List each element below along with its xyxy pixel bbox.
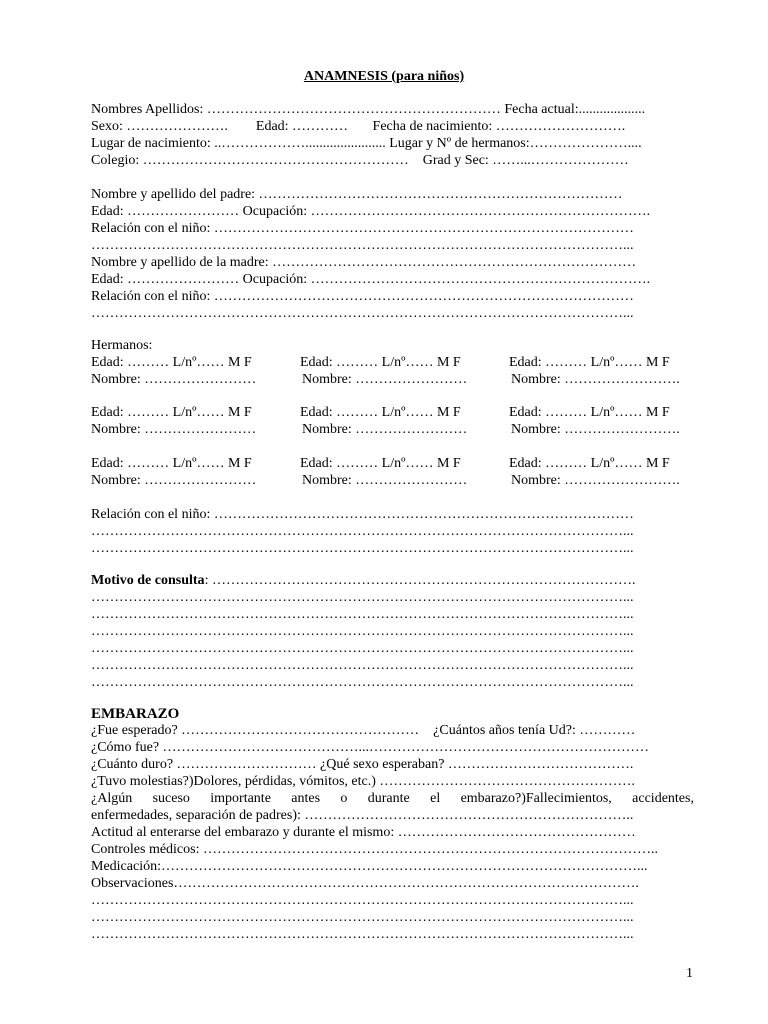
suceso-word: ¿Algún bbox=[91, 791, 133, 806]
medicacion-line: Medicación:…………………………………………………………………………………………... bbox=[91, 859, 648, 874]
lugar-line: Lugar de nacimiento: ..………………....................... Lugar y Nº de hermanos:………………….... bbox=[91, 136, 642, 151]
suceso-word: o bbox=[340, 791, 348, 806]
motivo-blank-1: ……………………………………………………………………………………………………... bbox=[91, 590, 634, 605]
madre-nombre-line: Nombre y apellido de la madre: …………………………………………………………………… bbox=[91, 255, 637, 270]
como-line: ¿Cómo fue? ……………………………………...…………………………………………………… bbox=[91, 740, 650, 755]
suceso-word: antes bbox=[291, 791, 321, 806]
duro-line: ¿Cuánto duro? ………………………… ¿Qué sexo esperaban? …………………………………. bbox=[91, 757, 634, 772]
sexo-line: Sexo: …………………. Edad: ………… Fecha de nacimiento: ………………………. bbox=[91, 119, 626, 134]
hermano-6-edad: Edad: ……… L/nº…… M F bbox=[509, 405, 670, 420]
padre-edad-line: Edad: …………………… Ocupación: ………………………………………………………………. bbox=[91, 204, 651, 219]
hermano-2-edad: Edad: ……… L/nº…… M F bbox=[300, 355, 461, 370]
hermanos-relacion-cont-2: ……………………………………………………………………………………………………... bbox=[91, 541, 634, 556]
hermanos-relacion-cont-1: ……………………………………………………………………………………………………... bbox=[91, 524, 634, 539]
hermano-3-edad: Edad: ……… L/nº…… M F bbox=[509, 355, 670, 370]
hermano-4-nombre: Nombre: …………………… bbox=[91, 422, 257, 437]
motivo-blank-6: ……………………………………………………………………………………………………... bbox=[91, 675, 634, 690]
page-number: 1 bbox=[686, 966, 693, 981]
page-title: ANAMNESIS (para niños) bbox=[303, 69, 465, 84]
hermanos-relacion-line: Relación con el niño: ……………………………………………………………………………… bbox=[91, 507, 634, 522]
hermano-5-edad: Edad: ……… L/nº…… M F bbox=[300, 405, 461, 420]
suceso-word: accidentes, bbox=[632, 791, 694, 806]
motivo-blank-2: ……………………………………………………………………………………………………... bbox=[91, 607, 634, 622]
motivo-blank-4: ……………………………………………………………………………………………………... bbox=[91, 641, 634, 656]
suceso-word: embarazo?)Fallecimientos, bbox=[460, 791, 612, 806]
hermano-9-nombre: Nombre: ……………………. bbox=[511, 473, 680, 488]
madre-edad-line: Edad: …………………… Ocupación: ………………………………………………………………. bbox=[91, 272, 651, 287]
hermano-9-edad: Edad: ……… L/nº…… M F bbox=[509, 456, 670, 471]
controles-line: Controles médicos: …………………………………………………………………………………….. bbox=[91, 842, 658, 857]
hermano-5-nombre: Nombre: …………………… bbox=[302, 422, 468, 437]
hermanos-label: Hermanos: bbox=[91, 338, 153, 353]
embarazo-heading: EMBARAZO bbox=[91, 706, 180, 722]
padre-relacion-cont-line: ……………………………………………………………………………………………………... bbox=[91, 238, 634, 253]
padre-nombre-line: Nombre y apellido del padre: …………………………………………………………………… bbox=[91, 187, 623, 202]
suceso-line bbox=[91, 791, 694, 807]
madre-relacion-line: Relación con el niño: ……………………………………………………………………………… bbox=[91, 289, 634, 304]
hermano-6-nombre: Nombre: ……………………. bbox=[511, 422, 680, 437]
observaciones-blank-3: ……………………………………………………………………………………………………... bbox=[91, 927, 634, 942]
hermano-7-nombre: Nombre: …………………… bbox=[91, 473, 257, 488]
suceso-word: suceso bbox=[152, 791, 190, 806]
hermano-8-edad: Edad: ……… L/nº…… M F bbox=[300, 456, 461, 471]
hermano-3-nombre: Nombre: ……………………. bbox=[511, 372, 680, 387]
hermano-7-edad: Edad: ……… L/nº…… M F bbox=[91, 456, 252, 471]
observaciones-line: Observaciones………………………………………………………………………………………. bbox=[91, 876, 639, 891]
observaciones-blank-2: ……………………………………………………………………………………………………... bbox=[91, 910, 634, 925]
colegio-line: Colegio: ………………………………………………… Grad y Sec: ……...………………… bbox=[91, 153, 629, 168]
motivo-dots: : ………………………………………………………………………………. bbox=[204, 573, 636, 588]
actitud-line: Actitud al enterarse del embarazo y durante el mismo: …………………………………………… bbox=[91, 825, 636, 840]
motivo-label: Motivo de consulta bbox=[91, 573, 205, 588]
molestias-line: ¿Tuvo molestias?)Dolores, pérdidas, vómitos, etc.) ………………………………………………. bbox=[91, 774, 635, 789]
esperado-line: ¿Fue esperado? …………………………………………… ¿Cuántos años tenía Ud?: ………… bbox=[91, 723, 636, 738]
hermano-1-edad: Edad: ……… L/nº…… M F bbox=[91, 355, 252, 370]
hermano-4-edad: Edad: ……… L/nº…… M F bbox=[91, 405, 252, 420]
padre-relacion-line: Relación con el niño: ……………………………………………………………………………… bbox=[91, 221, 634, 236]
hermano-1-nombre: Nombre: …………………… bbox=[91, 372, 257, 387]
suceso-word: durante bbox=[367, 791, 410, 806]
madre-relacion-cont-line: ……………………………………………………………………………………………………... bbox=[91, 306, 634, 321]
suceso-word: el bbox=[430, 791, 441, 806]
motivo-line bbox=[91, 573, 694, 589]
observaciones-blank-1: ……………………………………………………………………………………………………... bbox=[91, 893, 634, 908]
hermano-2-nombre: Nombre: …………………… bbox=[302, 372, 468, 387]
motivo-blank-5: ……………………………………………………………………………………………………... bbox=[91, 658, 634, 673]
nombres-line: Nombres Apellidos: ……………………………………………………… Fecha actual:................... bbox=[91, 102, 646, 117]
suceso-cont-line: enfermedades, separación de padres): …………………………………………………………….. bbox=[91, 808, 634, 823]
hermano-8-nombre: Nombre: …………………… bbox=[302, 473, 468, 488]
suceso-word: importante bbox=[210, 791, 271, 806]
motivo-blank-3: ……………………………………………………………………………………………………... bbox=[91, 624, 634, 639]
